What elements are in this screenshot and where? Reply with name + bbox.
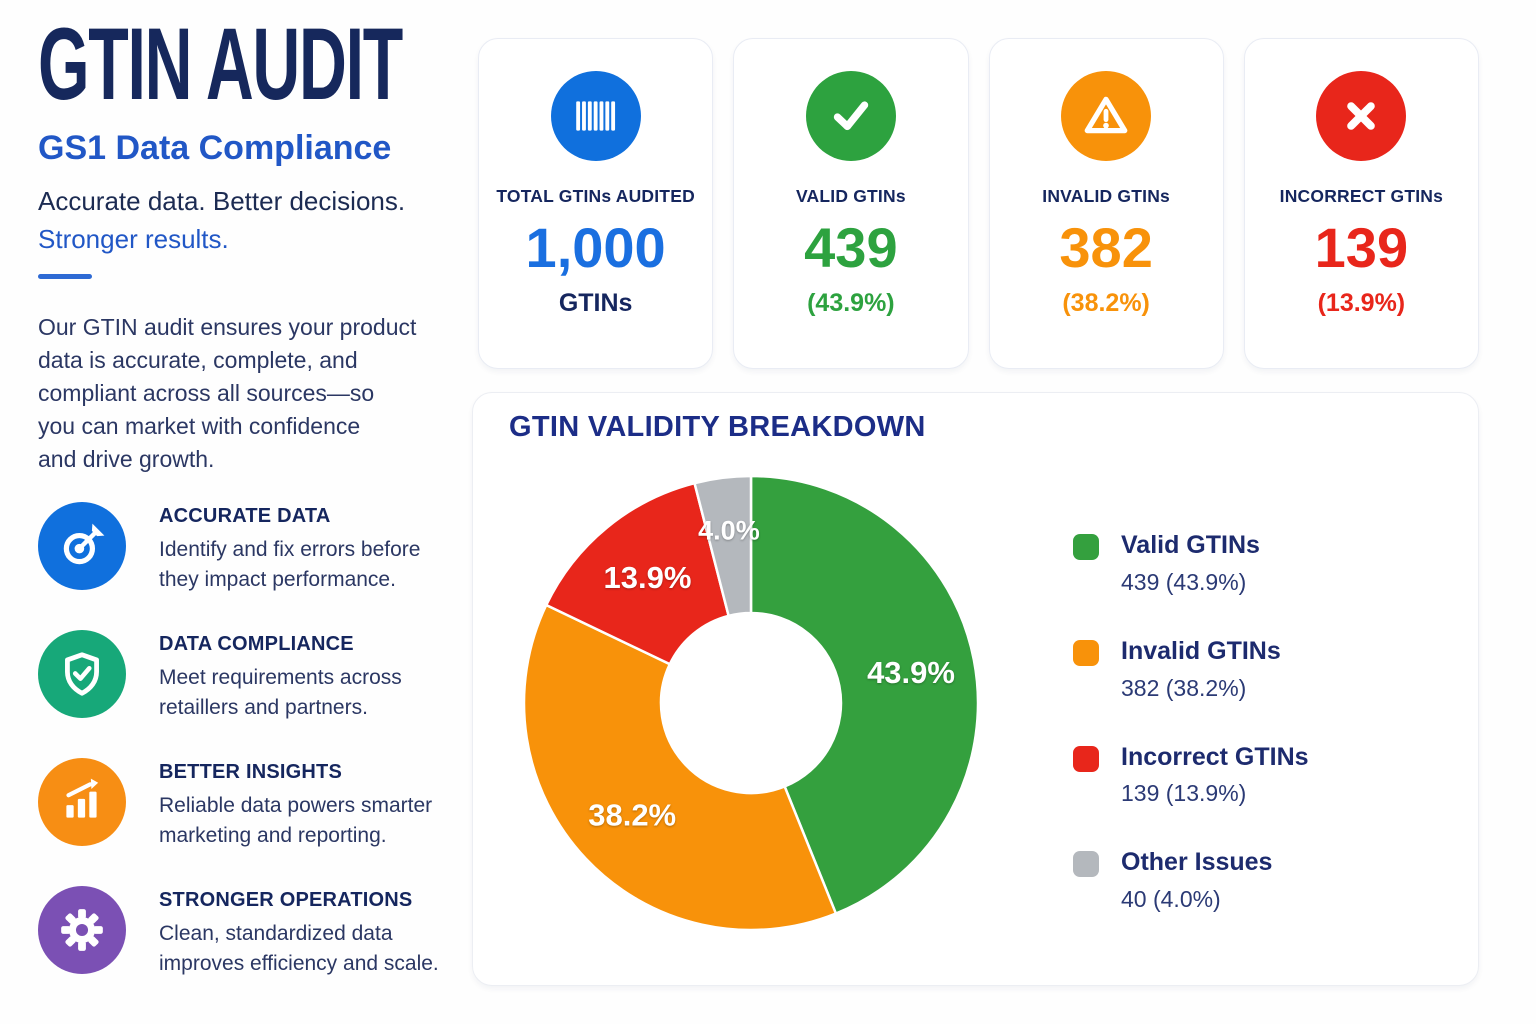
sidebar bbox=[38, 7, 450, 1014]
legend-swatch bbox=[1073, 746, 1099, 772]
bar-chart-growth-icon bbox=[38, 758, 126, 846]
feature-text: Clean, standardized data improves efficiency and scale. bbox=[159, 921, 439, 975]
stat-label: VALID GTINs bbox=[795, 186, 906, 206]
stat-label: INCORRECT GTINs bbox=[1279, 186, 1444, 206]
legend-value: 40 (4.0%) bbox=[1121, 886, 1221, 912]
intro-line: Our GTIN audit ensures your product bbox=[38, 313, 417, 340]
legend-value: 439 (43.9%) bbox=[1121, 568, 1247, 595]
barcode-icon bbox=[551, 71, 641, 161]
accent-divider bbox=[38, 274, 92, 279]
intro-line: and drive growth. bbox=[38, 445, 215, 472]
gear-icon bbox=[38, 886, 126, 974]
intro-line: compliant across all sources—so bbox=[38, 379, 375, 406]
feature-text: Meet requirements across retaillers and partners. bbox=[159, 665, 402, 719]
tagline bbox=[38, 182, 450, 258]
intro-line: you can market with confidence bbox=[38, 412, 361, 439]
intro-paragraph bbox=[38, 311, 450, 476]
donut-slice-label: 38.2% bbox=[588, 797, 677, 833]
shield-check-icon bbox=[38, 630, 126, 718]
stat-sub: (43.9%) bbox=[807, 289, 895, 317]
donut-slice-label: 4.0% bbox=[698, 515, 760, 546]
legend-title: Incorrect GTINs bbox=[1121, 742, 1309, 771]
stat-sub: (38.2%) bbox=[1062, 289, 1150, 317]
legend-value: 382 (38.2%) bbox=[1121, 674, 1247, 701]
stat-value: 139 bbox=[1314, 216, 1409, 279]
stat-sub: (13.9%) bbox=[1317, 289, 1406, 317]
legend-item-incorrect bbox=[1073, 743, 1309, 808]
feature-data-compliance bbox=[38, 630, 450, 723]
feature-text: Identify and fix errors before they impact performance. bbox=[159, 537, 421, 591]
page-subtitle: GS1 Data Compliance bbox=[38, 128, 392, 167]
legend-item-invalid bbox=[1073, 637, 1309, 702]
legend-value: 139 (13.9%) bbox=[1121, 780, 1247, 807]
donut-slice-invalid-gtins bbox=[524, 605, 836, 930]
feature-title: DATA COMPLIANCE bbox=[159, 632, 354, 655]
check-icon bbox=[806, 71, 896, 161]
stats-row bbox=[478, 38, 1479, 369]
stat-value: 1,000 bbox=[525, 216, 666, 279]
stat-sub: GTINs bbox=[558, 289, 633, 317]
stat-card-total bbox=[478, 38, 713, 369]
feature-title: BETTER INSIGHTS bbox=[159, 760, 343, 783]
x-icon bbox=[1316, 71, 1406, 161]
feature-title: ACCURATE DATA bbox=[159, 504, 331, 527]
legend-item-other bbox=[1073, 848, 1309, 913]
stat-label: INVALID GTINs bbox=[1042, 186, 1170, 206]
target-dart-icon bbox=[38, 502, 126, 590]
chart-panel bbox=[472, 392, 1479, 986]
stat-value: 439 bbox=[804, 216, 898, 279]
feature-better-insights bbox=[38, 758, 450, 851]
legend-title: Invalid GTINs bbox=[1121, 636, 1281, 665]
legend-item-valid bbox=[1073, 531, 1309, 596]
feature-list bbox=[38, 502, 450, 979]
donut-slice-label: 43.9% bbox=[867, 654, 955, 690]
intro-line: data is accurate, complete, and bbox=[38, 346, 358, 373]
page-title: GTIN AUDIT bbox=[38, 7, 402, 121]
tagline-line-1: Accurate data. Better decisions. bbox=[38, 185, 406, 216]
legend-title: Valid GTINs bbox=[1121, 531, 1260, 559]
legend-swatch bbox=[1073, 534, 1099, 560]
donut-chart bbox=[521, 473, 981, 933]
feature-stronger-operations bbox=[38, 886, 450, 979]
stat-value: 382 bbox=[1059, 216, 1153, 279]
donut-slice-label: 13.9% bbox=[603, 560, 692, 596]
stat-label: TOTAL GTINs AUDITED bbox=[496, 186, 695, 206]
warning-triangle-icon bbox=[1061, 71, 1151, 161]
feature-text: Reliable data powers smarter marketing and reporting. bbox=[159, 793, 433, 847]
stat-card-incorrect bbox=[1244, 38, 1479, 369]
chart-title: GTIN VALIDITY BREAKDOWN bbox=[509, 411, 926, 443]
legend-title: Other Issues bbox=[1121, 848, 1273, 877]
tagline-line-2: Stronger results. bbox=[38, 223, 229, 254]
feature-title: STRONGER OPERATIONS bbox=[159, 888, 413, 911]
legend-swatch bbox=[1073, 851, 1099, 877]
stat-card-invalid bbox=[989, 38, 1224, 369]
stat-card-valid bbox=[733, 38, 968, 369]
legend-swatch bbox=[1073, 640, 1099, 666]
feature-accurate-data bbox=[38, 502, 450, 595]
chart-legend bbox=[1073, 531, 1309, 913]
